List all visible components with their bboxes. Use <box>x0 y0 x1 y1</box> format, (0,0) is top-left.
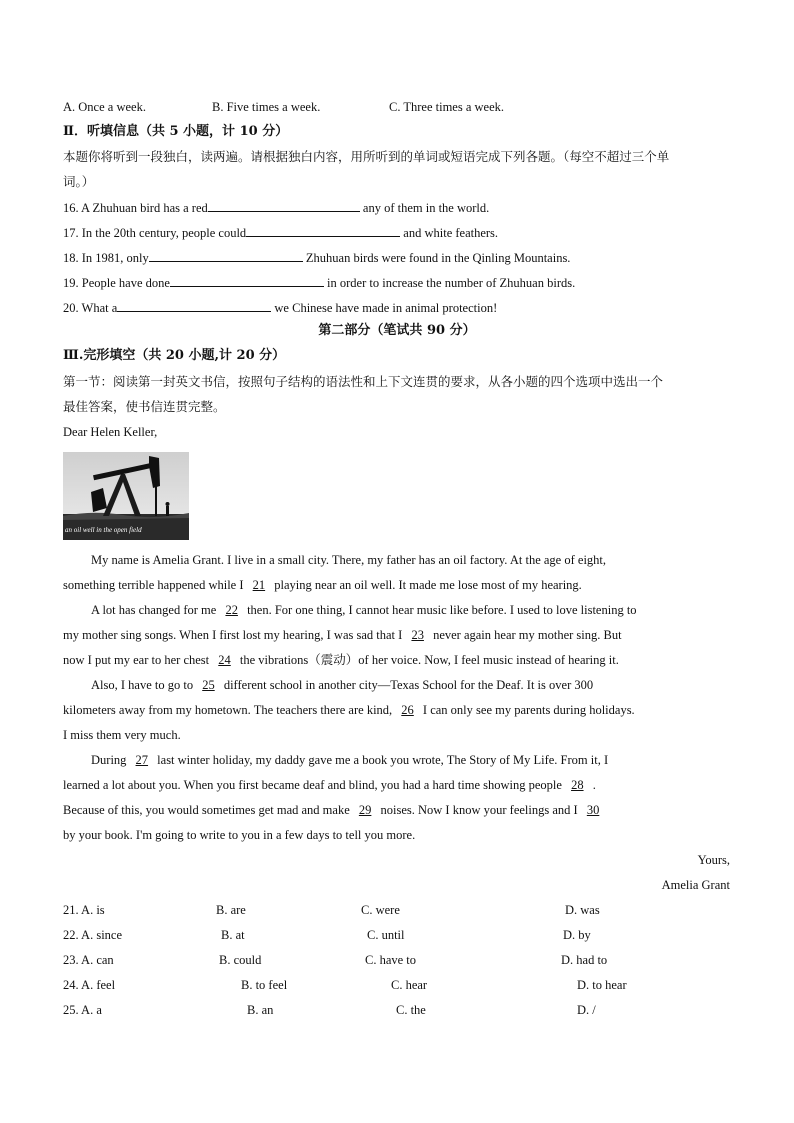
oil-well-photo <box>63 452 189 540</box>
question-16-blank[interactable] <box>208 199 360 212</box>
letter-p4-line-2 <box>63 777 596 793</box>
blank-23[interactable]: 23 <box>411 628 424 642</box>
question-18 <box>63 249 570 266</box>
blank-27[interactable]: 27 <box>135 753 149 767</box>
question-16-text: 16. A Zhuhuan bird has a red <box>63 201 208 215</box>
q24-option-d[interactable]: D. to hear <box>577 978 627 992</box>
question-17 <box>63 224 498 241</box>
q23-option-d[interactable]: D. had to <box>561 953 608 967</box>
section-3-heading: Ⅲ.完形填空（共 20 小题,计 20 分） <box>63 348 286 363</box>
letter-p4-line-1 <box>91 752 608 768</box>
q21-option-c[interactable]: C. were <box>361 903 400 917</box>
letter-p2-line-3 <box>63 652 619 668</box>
q25-option-b[interactable]: B. an <box>247 1003 274 1017</box>
question-20-text: 20. What a <box>63 301 118 315</box>
question-20 <box>63 299 497 316</box>
text-segment: then. For one thing, I cannot hear music like before. I used to love listening to <box>243 603 637 617</box>
letter-p4-line-4: by your book. I'm going to write to you in a few days to tell you more. <box>63 828 416 842</box>
blank-25[interactable]: 25 <box>202 678 215 692</box>
text-segment: now I put my ear to her chest <box>63 653 213 667</box>
q23-option-b[interactable]: B. could <box>219 953 262 967</box>
section-2-intro-line-1: 本题你将听到一段独白，读两遍。请根据独白内容，用所听到的单词或短语完成下列各题。（每空不超过三个单 <box>63 150 670 164</box>
q23-option-c[interactable]: C. have to <box>365 953 417 967</box>
blank-29[interactable]: 29 <box>358 803 372 817</box>
q22-option-a[interactable]: 22. A. since <box>63 928 123 942</box>
question-20-blank[interactable] <box>117 299 271 312</box>
question-19-tail: in order to increase the number of Zhuhuan birds. <box>323 276 576 290</box>
text-segment: the vibrations（震动）of her voice. Now, I feel music instead of hearing it. <box>236 653 619 667</box>
part-2-title: 第二部分（笔试共 90 分） <box>318 323 476 338</box>
text-segment: I can only see my parents during holidays. <box>419 703 635 717</box>
question-19-text: 19. People have done <box>63 276 170 290</box>
q15-option-a: A. Once a week. <box>63 100 146 114</box>
letter-p4-line-3 <box>63 802 605 818</box>
q24-option-a[interactable]: 24. A. feel <box>63 978 116 992</box>
question-19 <box>63 274 575 291</box>
question-16-tail: any of them in the world. <box>359 201 490 215</box>
question-17-tail: and white feathers. <box>400 226 499 240</box>
letter-p3-line-3: I miss them very much. <box>63 728 181 742</box>
text-segment: playing near an oil well. It made me lose most of my hearing. <box>271 578 582 592</box>
section-2-intro-line-2: 词。） <box>63 175 95 189</box>
question-16 <box>63 199 489 216</box>
q25-option-c[interactable]: C. the <box>396 1003 426 1017</box>
question-19-blank[interactable] <box>170 274 324 287</box>
letter-p2-line-1 <box>91 602 637 618</box>
text-segment: . <box>589 778 596 792</box>
section-3-intro-line-1: 第一节：阅读第一封英文书信，按照句子结构的语法性和上下文连贯的要求，从各小题的四个选项中选出一个 <box>63 375 664 389</box>
blank-30[interactable]: 30 <box>586 803 600 817</box>
q22-option-d[interactable]: D. by <box>563 928 591 942</box>
blank-24[interactable]: 24 <box>218 653 231 667</box>
text-segment: never again hear my mother sing. But <box>429 628 622 642</box>
text-segment: different school in another city—Texas School for the Deaf. It is over 300 <box>220 678 594 692</box>
text-segment: something terrible happened while I <box>63 578 247 592</box>
text-segment: learned a lot about you. When you first became deaf and blind, you had a hard time showing people <box>63 778 566 792</box>
q24-option-b[interactable]: B. to feel <box>241 978 288 992</box>
letter-p1-line-2 <box>63 577 582 593</box>
text-segment: Also, I have to go to <box>91 678 197 692</box>
q15-option-c: C. Three times a week. <box>389 100 505 114</box>
q21-option-b[interactable]: B. are <box>216 903 246 917</box>
text-segment: Because of this, you would sometimes get mad and make <box>63 803 353 817</box>
q15-option-b: B. Five times a week. <box>212 100 321 114</box>
text-segment: A lot has changed for me <box>91 603 220 617</box>
text-segment: noises. Now I know your feelings and I <box>377 803 581 817</box>
q22-option-b[interactable]: B. at <box>221 928 245 942</box>
q21-option-a[interactable]: 21. A. is <box>63 903 105 917</box>
letter-p3-line-2 <box>63 702 635 718</box>
q23-option-a[interactable]: 23. A. can <box>63 953 114 967</box>
text-segment: my mother sing songs. When I first lost my hearing, I was sad that I <box>63 628 406 642</box>
q25-option-d[interactable]: D. / <box>577 1003 596 1017</box>
blank-22[interactable]: 22 <box>225 603 238 617</box>
letter-p3-line-1 <box>91 677 593 693</box>
blank-26[interactable]: 26 <box>401 703 414 717</box>
question-18-tail: Zhuhuan birds were found in the Qinling Mountains. <box>302 251 571 265</box>
photo-caption: an oil well in the open field <box>65 526 142 534</box>
q25-option-a[interactable]: 25. A. a <box>63 1003 102 1017</box>
blank-28[interactable]: 28 <box>571 778 584 792</box>
blank-21[interactable]: 21 <box>252 578 266 592</box>
q22-option-c[interactable]: C. until <box>367 928 405 942</box>
letter-p2-line-2 <box>63 627 622 643</box>
question-17-blank[interactable] <box>246 224 400 237</box>
text-segment: During <box>91 753 130 767</box>
letter-signature: Amelia Grant <box>661 878 730 892</box>
q24-option-c[interactable]: C. hear <box>391 978 428 992</box>
letter-salutation: Dear Helen Keller, <box>63 425 158 439</box>
question-20-tail: we Chinese have made in animal protection! <box>271 301 498 315</box>
question-18-text: 18. In 1981, only <box>63 251 149 265</box>
section-3-intro-line-2: 最佳答案，使书信连贯完整。 <box>63 400 226 414</box>
text-segment: kilometers away from my hometown. The teachers there are kind, <box>63 703 396 717</box>
letter-closing: Yours, <box>697 853 730 867</box>
section-2-heading: Ⅱ．听填信息（共 5 小题，计 10 分） <box>63 124 289 139</box>
text-segment: last winter holiday, my daddy gave me a book you wrote, The Story of My Life. From it, I <box>154 753 609 767</box>
letter-p1-line-1: My name is Amelia Grant. I live in a small city. There, my father has an oil factory. At the age of eight, <box>91 553 607 567</box>
q21-option-d[interactable]: D. was <box>565 903 600 917</box>
question-17-text: 17. In the 20th century, people could <box>63 226 247 240</box>
question-18-blank[interactable] <box>149 249 303 262</box>
